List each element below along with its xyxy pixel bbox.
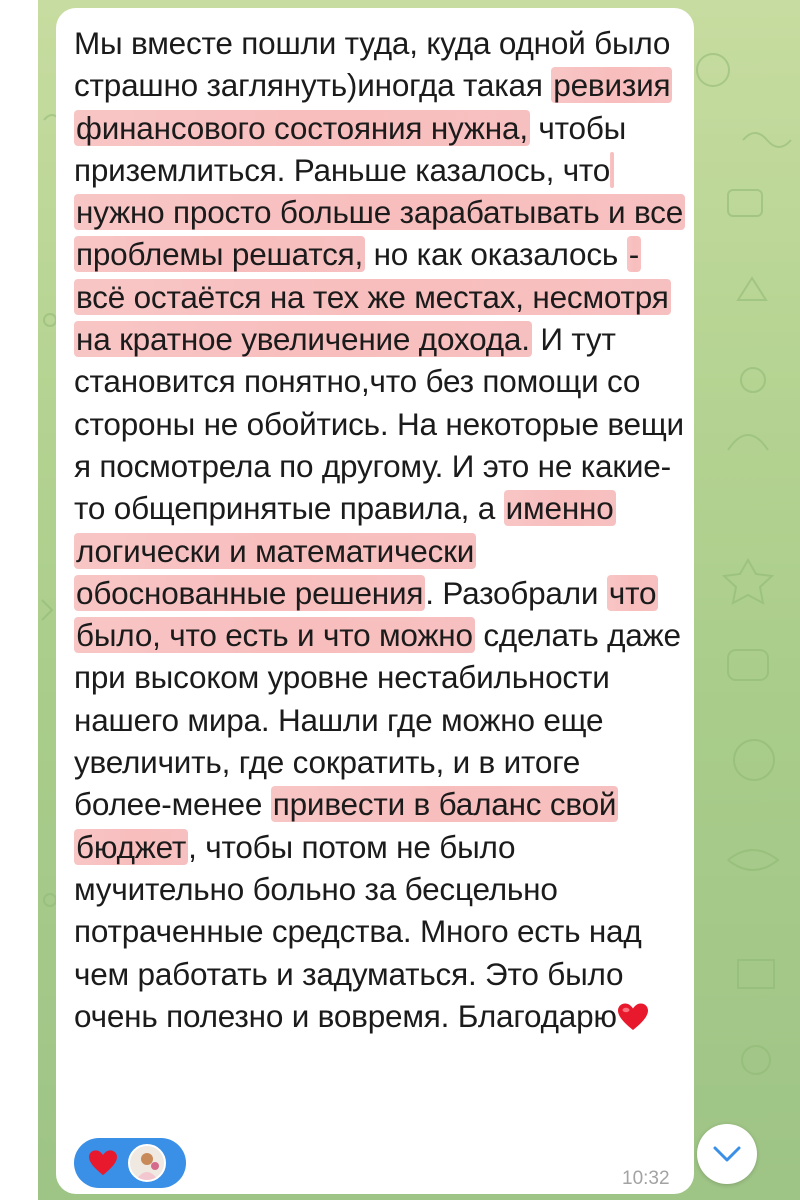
message-text-segment: но как оказалось: [365, 236, 627, 273]
message-text-segment: чтобы приземлиться. Раньше казалось, что: [74, 109, 627, 188]
heart-icon: [88, 1149, 118, 1177]
message-text-segment: Мы вместе пошли туда, куда одной было страшно заглянуть)иногда такая: [74, 25, 671, 104]
highlighted-text: нужно просто больше зарабатывать и все проблемы решатся,: [74, 152, 685, 273]
message-bubble: [56, 8, 694, 1194]
highlighted-text: что было, что есть и что можно: [76, 574, 657, 654]
scroll-down-button[interactable]: [697, 1124, 757, 1184]
reactor-avatar: [128, 1144, 166, 1182]
message-text-segment: сделать даже при высоком уровне нестабильности нашего мира. Нашли где можно еще увеличить, где сократить, и в итоге более-менее: [74, 617, 681, 823]
heart-emoji: [617, 1000, 649, 1030]
message-text-segment: И тут становится понятно,что без помощи со стороны не обойтись. На некоторые вещи я посмотрела по другому. И это не какие-то общепринятые правила, а: [74, 321, 684, 527]
message-text-segment: . Разобрали: [425, 574, 607, 611]
highlighted-text: именно логически и математически обоснованные решения: [76, 490, 614, 611]
highlighted-text: привести в баланс свой бюджет: [76, 786, 617, 865]
message-text-segment: , чтобы потом не было мучительно больно за бесцельно потраченные средства. Много есть над чем работать и задуматься. Это было очень полезно и вовремя. Благодарю: [74, 828, 642, 1034]
chevron-down-icon: [712, 1145, 742, 1163]
message-time: 10:32: [622, 1168, 670, 1189]
reaction-pill[interactable]: [74, 1138, 186, 1188]
message-text: [74, 22, 684, 1037]
highlighted-text: - всё остаётся на тех же местах, несмотря на кратное увеличение дохода.: [76, 236, 669, 358]
highlighted-text: ревизия финансового состояния нужна,: [76, 67, 671, 146]
